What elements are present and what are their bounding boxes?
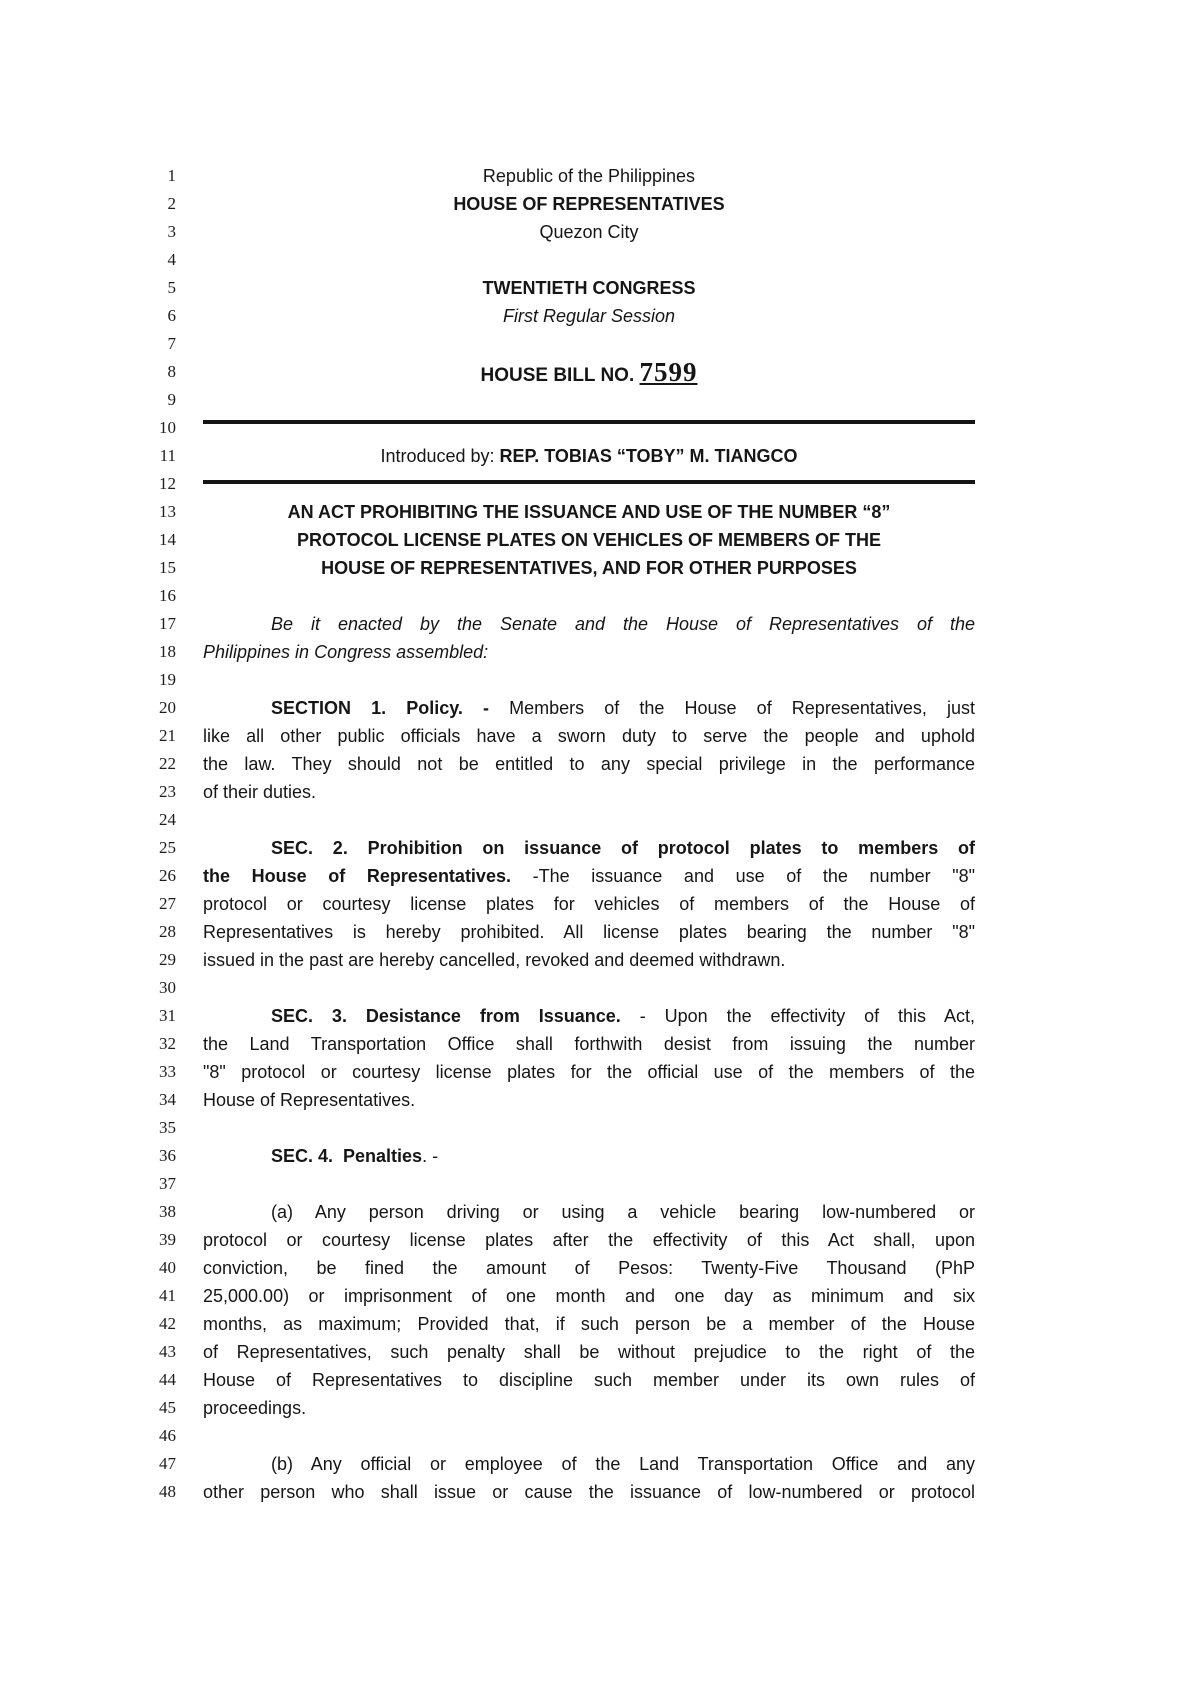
text-segment: House of Representatives.	[203, 1090, 416, 1110]
line-text	[203, 1422, 975, 1450]
line-text	[203, 1058, 975, 1086]
document-line	[140, 722, 980, 750]
line-grid	[140, 162, 980, 1506]
document-line	[140, 1058, 980, 1086]
document-line	[140, 330, 980, 358]
line-number: 38	[159, 1202, 176, 1221]
document-line	[140, 778, 980, 806]
line-number: 10	[159, 418, 176, 437]
line-text	[203, 806, 975, 834]
document-line	[140, 918, 980, 946]
text-segment: HOUSE OF REPRESENTATIVES, AND FOR OTHER PURPOSES	[321, 558, 857, 578]
line-number: 31	[159, 1006, 176, 1025]
line-number: 14	[159, 530, 176, 549]
text-segment: issued in the past are hereby cancelled, revoked and deemed withdrawn.	[203, 950, 786, 970]
line-number: 44	[159, 1370, 176, 1389]
line-text	[203, 1226, 975, 1254]
text-segment: HOUSE BILL NO.	[480, 365, 640, 386]
text-segment: SEC. 4. Penalties	[271, 1146, 423, 1166]
document-line	[140, 1086, 980, 1114]
separator-rule-top	[203, 420, 975, 424]
line-number: 27	[159, 894, 176, 913]
document-line	[140, 1170, 980, 1198]
line-text	[203, 610, 975, 638]
line-text	[203, 190, 975, 218]
document-line	[140, 1030, 980, 1058]
document-line	[140, 1198, 980, 1226]
line-number: 24	[159, 810, 176, 829]
separator-rule-bottom	[203, 480, 975, 484]
line-number: 48	[159, 1482, 176, 1501]
text-segment: Philippines in Congress assembled:	[203, 642, 489, 662]
document-line	[140, 442, 980, 470]
line-text	[203, 1198, 975, 1226]
line-text	[203, 1086, 975, 1114]
document-line	[140, 694, 980, 722]
text-segment: of their duties.	[203, 782, 317, 802]
line-text	[203, 330, 975, 358]
document-line	[140, 1478, 980, 1506]
text-segment: 7599	[639, 357, 698, 387]
document-line	[140, 358, 980, 386]
text-segment: -The issuance and use of the number "8"	[532, 866, 976, 886]
document-line	[140, 806, 980, 834]
text-segment: TWENTIETH CONGRESS	[482, 278, 696, 298]
text-segment: - Upon the effectivity of this Act,	[620, 1006, 975, 1026]
text-segment: Be it enacted by the Senate and the House of Representatives of the	[271, 614, 975, 634]
line-number: 12	[159, 474, 176, 493]
text-segment: like all other public officials have a sworn duty to serve the people and uphold	[203, 726, 975, 746]
line-number: 34	[159, 1090, 176, 1109]
line-number: 46	[159, 1426, 176, 1445]
text-segment: Representatives is hereby prohibited. All license plates bearing the number "8"	[203, 922, 975, 942]
document-line	[140, 610, 980, 638]
text-segment: the Land Transportation Office shall forthwith desist from issuing the number	[203, 1034, 975, 1054]
line-number: 22	[159, 754, 176, 773]
text-segment: PROTOCOL LICENSE PLATES ON VEHICLES OF MEMBERS OF THE	[296, 530, 882, 550]
document-line	[140, 1142, 980, 1170]
document-line	[140, 1366, 980, 1394]
text-segment: 25,000.00) or imprisonment of one month and one day as minimum and six	[203, 1286, 975, 1306]
document-line	[140, 190, 980, 218]
line-text	[203, 750, 975, 778]
line-text	[203, 470, 975, 498]
line-number: 18	[159, 642, 176, 661]
line-text	[203, 358, 975, 386]
document-line	[140, 1282, 980, 1310]
line-text	[203, 638, 975, 666]
line-number: 13	[159, 502, 176, 521]
line-text	[203, 1366, 975, 1394]
line-text	[203, 918, 975, 946]
text-segment: of Representatives, such penalty shall be without prejudice to the right of the	[203, 1342, 975, 1362]
document-line	[140, 274, 980, 302]
text-segment: "8" protocol or courtesy license plates for the official use of the members of the	[203, 1062, 975, 1082]
text-segment: protocol or courtesy license plates for vehicles of members of the House of	[203, 894, 975, 914]
line-text	[203, 274, 975, 302]
document-line	[140, 1002, 980, 1030]
document-line	[140, 862, 980, 890]
line-text	[203, 1338, 975, 1366]
line-number: 4	[167, 250, 176, 269]
text-segment: the House of Representatives.	[203, 866, 533, 886]
line-text	[203, 862, 975, 890]
line-number: 39	[159, 1230, 176, 1249]
line-number: 2	[167, 194, 176, 213]
line-text	[203, 946, 975, 974]
line-number: 30	[159, 978, 176, 997]
line-text	[203, 1114, 975, 1142]
line-text	[203, 890, 975, 918]
line-number: 28	[159, 922, 176, 941]
document-line	[140, 946, 980, 974]
line-text	[203, 498, 975, 526]
text-segment: (a) Any person driving or using a vehicle bearing low-numbered or	[271, 1202, 975, 1222]
line-number: 36	[159, 1146, 176, 1165]
line-text	[203, 162, 975, 190]
line-number: 35	[159, 1118, 176, 1137]
document-line	[140, 218, 980, 246]
text-segment: Introduced by:	[380, 446, 500, 466]
line-number: 33	[159, 1062, 176, 1081]
line-number: 26	[159, 866, 176, 885]
line-number: 32	[159, 1034, 176, 1053]
line-number: 21	[159, 726, 176, 745]
text-segment: Quezon City	[539, 222, 639, 242]
line-text	[203, 1254, 975, 1282]
line-text	[203, 666, 975, 694]
text-segment: other person who shall issue or cause the issuance of low-numbered or protocol	[203, 1482, 975, 1502]
document-line	[140, 582, 980, 610]
text-segment: REP. TOBIAS “TOBY” M. TIANGCO	[499, 446, 798, 466]
document-line	[140, 638, 980, 666]
line-text	[203, 778, 975, 806]
document-line	[140, 498, 980, 526]
line-number: 9	[167, 390, 176, 409]
line-text	[203, 1030, 975, 1058]
line-text	[203, 834, 975, 862]
line-text	[203, 1478, 975, 1506]
line-number: 40	[159, 1258, 176, 1277]
line-number: 37	[159, 1174, 176, 1193]
line-number: 15	[159, 558, 176, 577]
line-text	[203, 1310, 975, 1338]
line-text	[203, 1170, 975, 1198]
line-text	[203, 694, 975, 722]
line-number: 23	[159, 782, 176, 801]
document-line	[140, 414, 980, 442]
line-number: 11	[159, 446, 176, 465]
text-segment: House of Representatives to discipline such member under its own rules of	[203, 1370, 975, 1390]
line-text	[203, 582, 975, 610]
line-text	[203, 974, 975, 1002]
line-number: 19	[159, 670, 176, 689]
line-number: 8	[167, 362, 176, 381]
document-line	[140, 162, 980, 190]
document-line	[140, 554, 980, 582]
line-number: 7	[167, 334, 176, 353]
line-number: 41	[159, 1286, 176, 1305]
line-text	[203, 218, 975, 246]
text-segment: Republic of the Philippines	[482, 166, 696, 186]
text-segment: SEC. 3. Desistance from Issuance.	[271, 1006, 621, 1026]
line-number: 6	[167, 306, 176, 325]
document-line	[140, 890, 980, 918]
line-number: 17	[159, 614, 176, 633]
document-line	[140, 974, 980, 1002]
line-number: 25	[159, 838, 176, 857]
document-line	[140, 386, 980, 414]
line-text	[203, 1394, 975, 1422]
document-line	[140, 1226, 980, 1254]
line-text	[203, 554, 975, 582]
line-number: 3	[167, 222, 176, 241]
line-text	[203, 1450, 975, 1478]
document-line	[140, 1114, 980, 1142]
line-text	[203, 442, 975, 470]
text-segment: . -	[422, 1146, 439, 1166]
document-line	[140, 1422, 980, 1450]
text-segment: First Regular Session	[502, 306, 676, 326]
document-line	[140, 666, 980, 694]
text-segment: SEC. 2. Prohibition on issuance of protocol plates to members of	[271, 838, 975, 858]
line-text	[203, 1142, 975, 1170]
line-number: 29	[159, 950, 176, 969]
document-line	[140, 302, 980, 330]
line-text	[203, 414, 975, 442]
text-segment: Members of the House of Representatives, just	[509, 698, 975, 718]
document-line	[140, 750, 980, 778]
line-number: 1	[167, 166, 176, 185]
line-number: 47	[159, 1454, 176, 1473]
line-number: 5	[167, 278, 176, 297]
line-number: 42	[159, 1314, 176, 1333]
text-segment: HOUSE OF REPRESENTATIVES	[453, 194, 725, 214]
document-line	[140, 1310, 980, 1338]
document-line	[140, 1338, 980, 1366]
text-segment: months, as maximum; Provided that, if such person be a member of the House	[203, 1314, 975, 1334]
line-text	[203, 1282, 975, 1310]
line-text	[203, 526, 975, 554]
text-segment: protocol or courtesy license plates after the effectivity of this Act shall, upon	[203, 1230, 975, 1250]
line-text	[203, 302, 975, 330]
text-segment: SECTION 1. Policy. -	[271, 698, 510, 718]
document-line	[140, 1450, 980, 1478]
text-segment: (b) Any official or employee of the Land Transportation Office and any	[271, 1454, 975, 1474]
document-line	[140, 1394, 980, 1422]
text-segment: proceedings.	[203, 1398, 307, 1418]
line-number: 16	[159, 586, 176, 605]
line-text	[203, 1002, 975, 1030]
text-segment: AN ACT PROHIBITING THE ISSUANCE AND USE OF THE NUMBER “8”	[287, 502, 891, 522]
document-line	[140, 834, 980, 862]
document-line	[140, 526, 980, 554]
line-text	[203, 386, 975, 414]
line-number: 20	[159, 698, 176, 717]
text-segment: the law. They should not be entitled to any special privilege in the performance	[203, 754, 975, 774]
line-text	[203, 722, 975, 750]
document-line	[140, 1254, 980, 1282]
line-number: 43	[159, 1342, 176, 1361]
text-segment: conviction, be fined the amount of Pesos: Twenty-Five Thousand (PhP	[203, 1258, 975, 1278]
line-number: 45	[159, 1398, 176, 1417]
document-line	[140, 470, 980, 498]
line-text	[203, 246, 975, 274]
document-line	[140, 246, 980, 274]
